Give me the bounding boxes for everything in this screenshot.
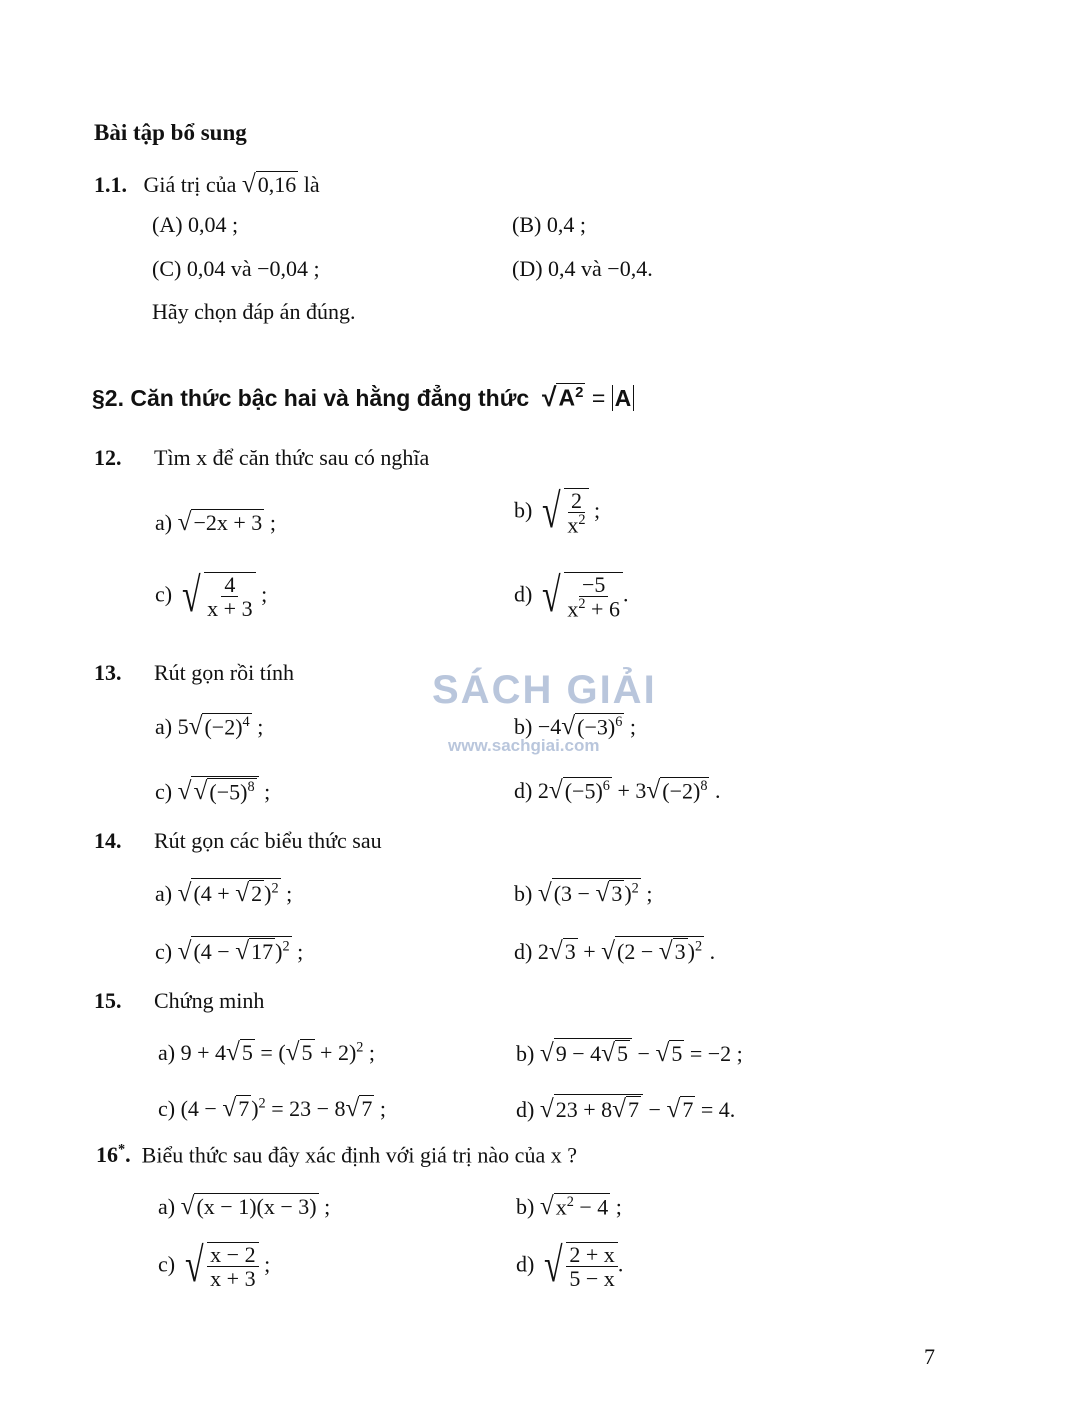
- formula-radicand: [556, 383, 585, 411]
- formula-exp: 2: [575, 384, 584, 402]
- question-text-end: là: [303, 172, 320, 197]
- q14-d: d) $2√3 + √(2 - √3)^2$ .: [514, 937, 716, 965]
- option-c: (C) 0,04 và −0,04 ;: [152, 256, 320, 281]
- q12-b: b) √ $\frac{2}{x^2}$ ;: [514, 485, 601, 539]
- question-14: 14. Rút gọn các biểu thức sau: [94, 828, 382, 853]
- q14-c: c) $√(4 - √17)^2$ ;: [155, 937, 304, 965]
- question-1-1: 1.1. Giá trị của √0,16 là: [94, 170, 320, 198]
- q15-a: a) $9 + 4√5 = (√5 + 2)^2$ ;: [158, 1038, 376, 1066]
- watermark-url: www.sachgiai.com: [448, 736, 600, 755]
- q13-c: c) $√√(-5)^8$ ;: [155, 777, 271, 805]
- q15-c: c) $(4 - √7)^2 = 23 - 8√7$ ;: [158, 1094, 387, 1122]
- formula-base: A: [558, 385, 576, 411]
- question-15: 15. Chứng minh: [94, 988, 265, 1013]
- q13-d: d) $2√(-5)^6 + 3√(-2)^8$ .: [514, 776, 721, 804]
- question-number: 1.1.: [94, 172, 127, 197]
- question-13: 13. Rút gọn rồi tính: [94, 660, 294, 685]
- question-text: Tìm x để căn thức sau có nghĩa: [154, 445, 430, 470]
- instruction: Hãy chọn đáp án đúng.: [152, 299, 356, 324]
- q12-c: c) √ $\frac{4}{x + 3}$ ;: [155, 569, 268, 622]
- q12-d: d) √ $\frac{-5}{x^2 + 6}$ .: [514, 569, 629, 623]
- q16-c: c) √ $\frac{x - 2}{x + 3}$ ;: [158, 1239, 271, 1292]
- section-title: §2. Căn thức bậc hai và hằng đẳng thức $√A^2 = A$: [92, 382, 634, 413]
- option-b: (B) 0,4 ;: [512, 212, 586, 237]
- watermark-brand: SÁCH GIẢI: [432, 668, 657, 712]
- question-16: 16*. Biểu thức sau đây xác định với giá trị nào của x ?: [96, 1142, 577, 1168]
- supplement-heading: Bài tập bổ sung: [94, 120, 247, 145]
- question-12: [94, 445, 429, 471]
- option-d: (D) 0,4 và −0,4.: [512, 256, 653, 281]
- formula-rhs: A: [612, 385, 635, 411]
- radicand: 0,16: [257, 172, 297, 197]
- q14-b: b) $√(3 - √3)^2$ ;: [514, 879, 653, 907]
- q13-a: a) $5√(-2)^4$ ;: [155, 712, 264, 740]
- question-text: Giá trị của: [143, 172, 237, 197]
- q15-b: b) √9 − 4√5 − √5 = −2 ;: [516, 1039, 743, 1067]
- q12-a: a) √−2x + 3 ;: [155, 508, 276, 536]
- option-a: (A) 0,04 ;: [152, 212, 239, 237]
- question-number: 12.: [94, 445, 122, 470]
- q16-d: d) √ $\frac{2 + x}{5 - x}$ .: [516, 1239, 624, 1292]
- page-number: 7: [924, 1344, 935, 1369]
- q13-b: $b) -4√(-3)^6$ ;: [514, 712, 636, 740]
- q16-a: a) √(x − 1)(x − 3) ;: [158, 1192, 331, 1220]
- formula-eq: =: [591, 385, 606, 411]
- q14-a: a) $√(4 + √2)^2$ ;: [155, 879, 293, 907]
- section-title-text: §2. Căn thức bậc hai và hằng đẳng thức: [92, 385, 530, 411]
- q16-b: b) $√x^2 - 4$ ;: [516, 1192, 622, 1220]
- q15-d: d) √23 + 8√7 − √7 = 4.: [516, 1095, 736, 1123]
